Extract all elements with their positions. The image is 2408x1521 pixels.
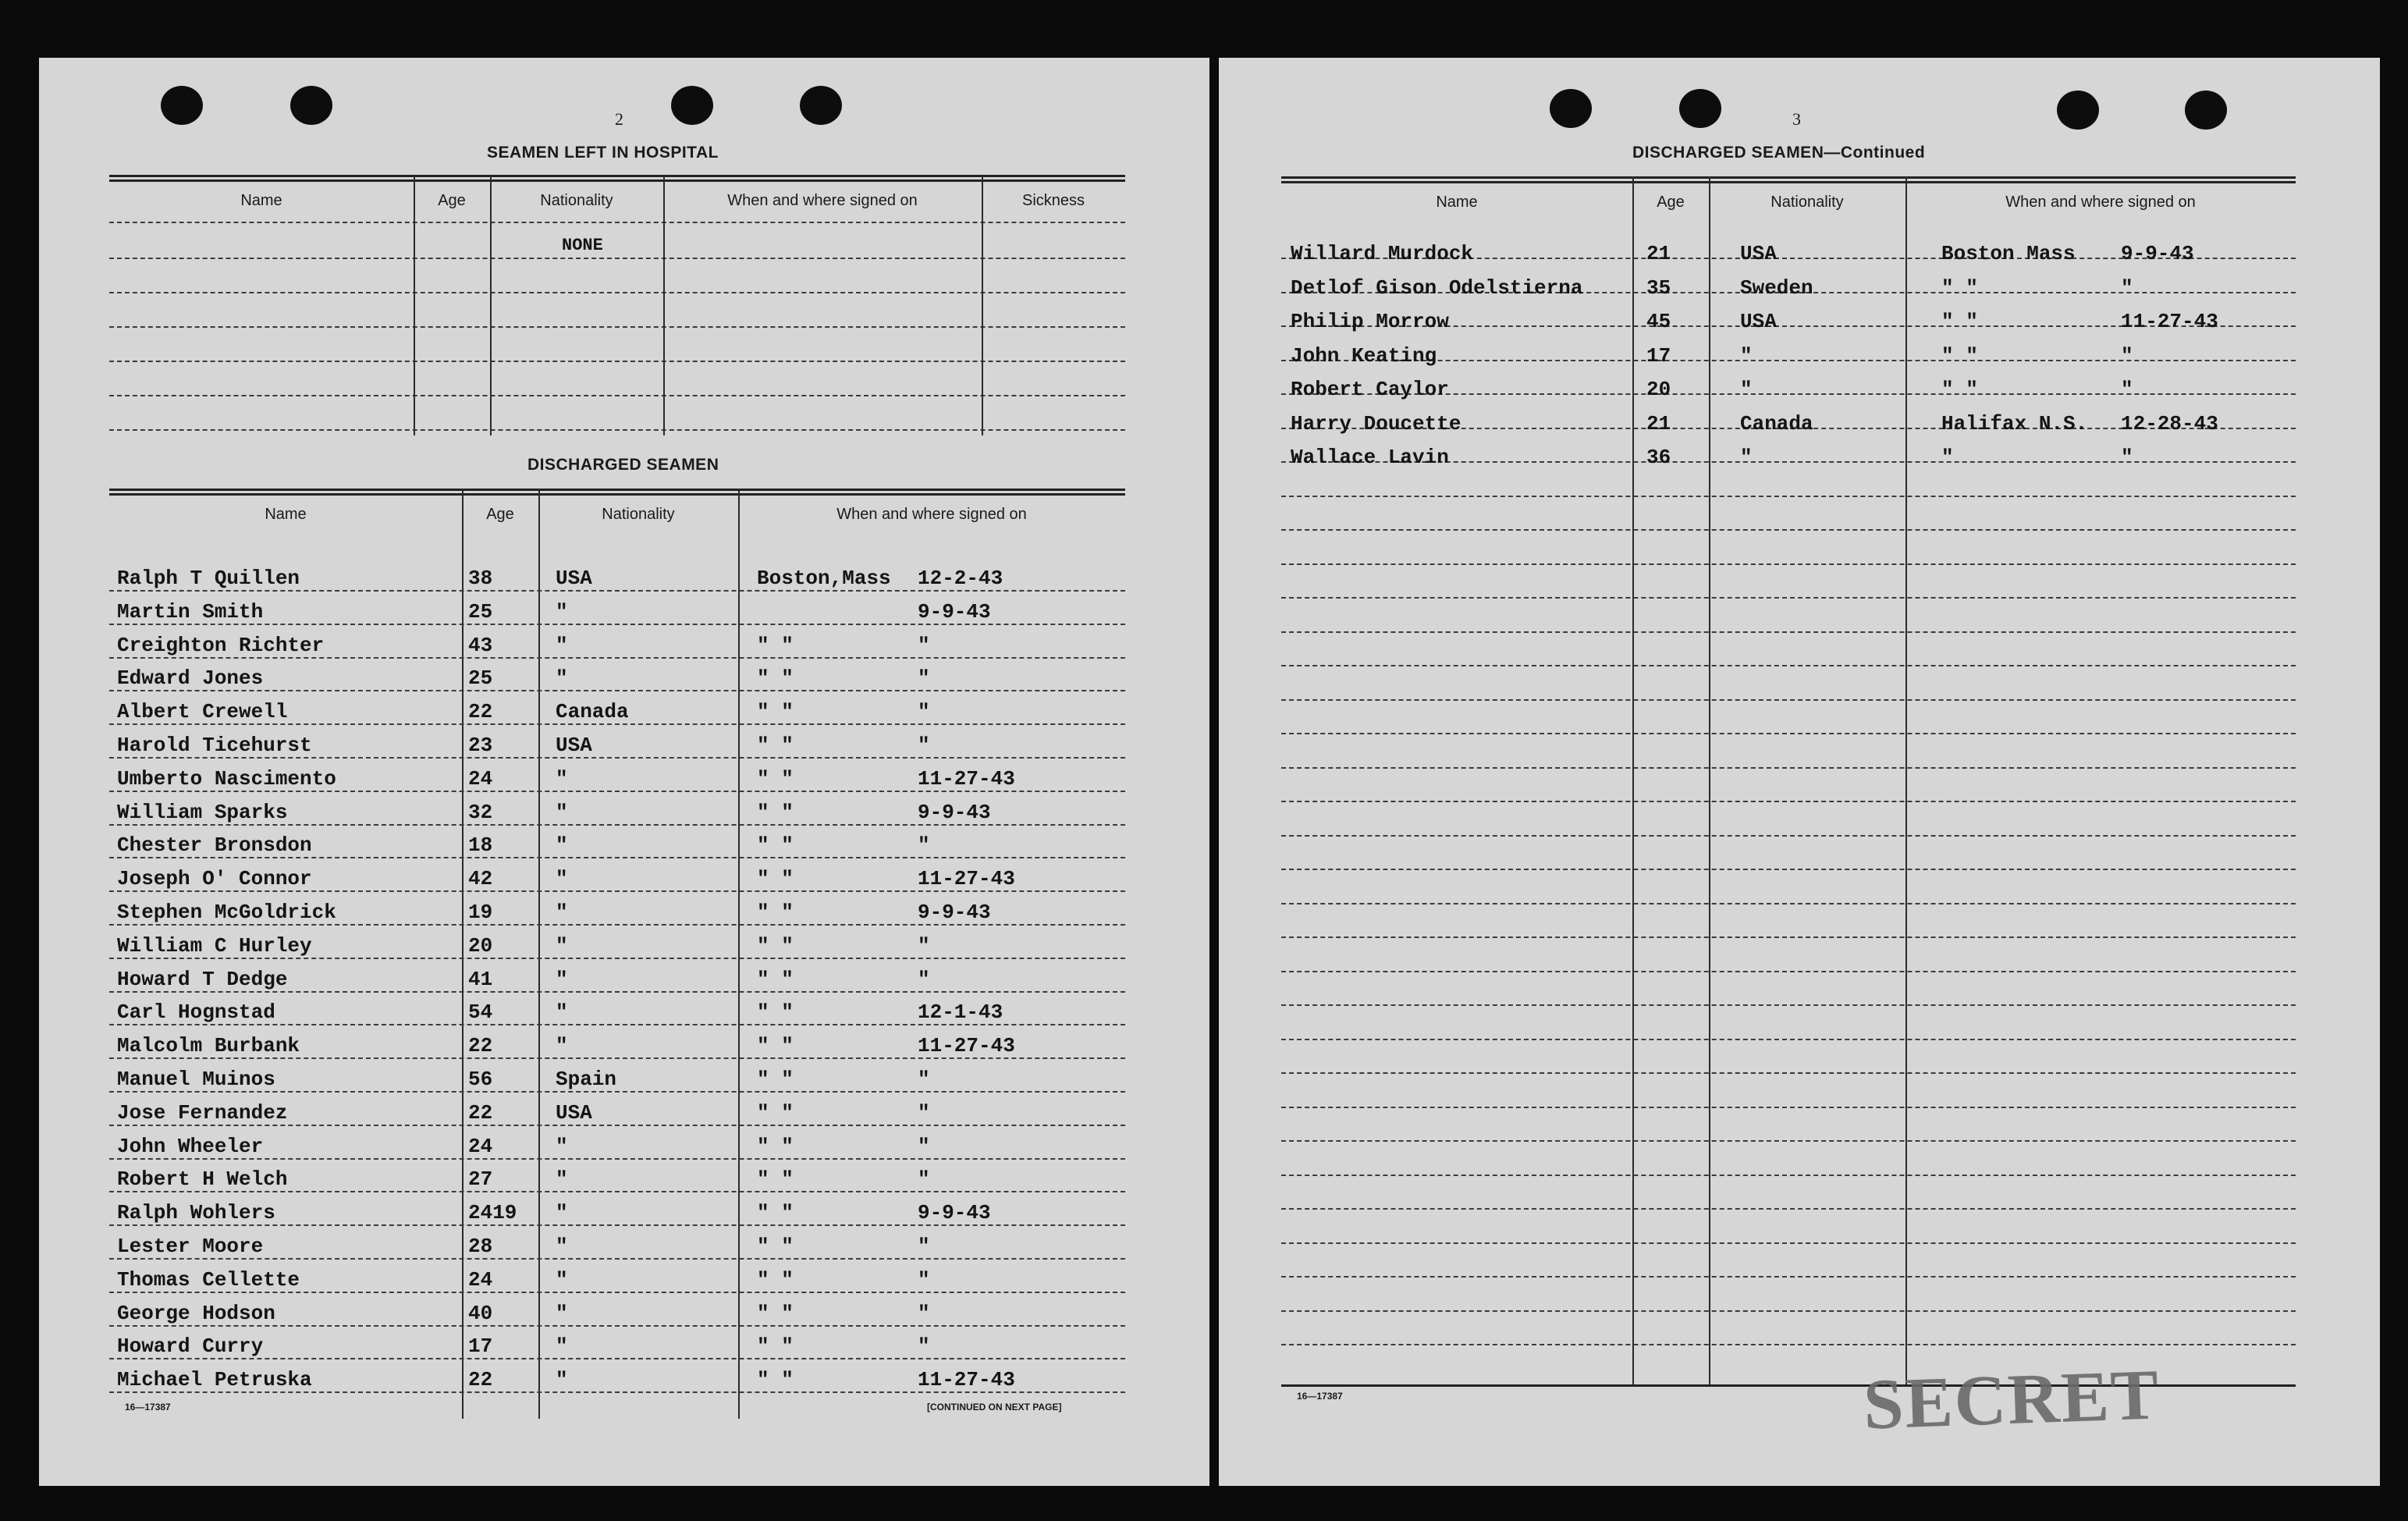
- column-header: Age: [1657, 194, 1685, 211]
- seaman-nationality: ": [556, 1267, 568, 1292]
- form-number: 16—17387: [1297, 1391, 1343, 1402]
- signed-on-place: ": [1941, 446, 1954, 469]
- seaman-name: Wallace Lavin: [1291, 446, 1449, 469]
- signed-on-place: " ": [757, 1334, 794, 1359]
- seaman-name: Chester Bronsdon: [117, 833, 312, 858]
- column-header: When and where signed on: [2005, 194, 2196, 211]
- column-header: Name: [265, 506, 307, 523]
- hospital-section-title: SEAMEN LEFT IN HOSPITAL: [487, 144, 719, 162]
- table-row-rule: [109, 1057, 1125, 1059]
- signed-on-date: ": [2121, 343, 2133, 368]
- table-row-rule: [1281, 699, 2296, 701]
- seaman-age: 22: [468, 1100, 493, 1125]
- table-row-rule: [109, 1224, 1125, 1226]
- seaman-name: Howard Curry: [117, 1334, 264, 1359]
- column-divider: [1632, 176, 1634, 1384]
- seaman-nationality: ": [556, 633, 568, 657]
- signed-on-place: " ": [757, 734, 794, 757]
- signed-on-date: ": [2121, 446, 2133, 469]
- table-row-rule: [109, 1024, 1125, 1025]
- signed-on-date: ": [918, 1134, 930, 1158]
- seaman-name: Harry Doucette: [1291, 411, 1461, 435]
- page-number: 2: [615, 109, 623, 129]
- signed-on-place: " ": [757, 633, 794, 657]
- column-divider: [738, 489, 740, 1419]
- seaman-nationality: ": [556, 933, 568, 958]
- seaman-age: 24: [468, 1134, 493, 1158]
- table-row-rule: [109, 1292, 1125, 1293]
- signed-on-place: " ": [757, 1368, 794, 1392]
- seaman-age: 22: [468, 700, 493, 724]
- signed-on-date: ": [918, 1267, 930, 1292]
- table-row-rule: [109, 958, 1125, 959]
- table-row-rule: [109, 791, 1125, 792]
- seaman-name: Edward Jones: [117, 666, 264, 691]
- signed-on-place: " ": [1941, 343, 1978, 368]
- signed-on-date: ": [918, 1100, 930, 1125]
- signed-on-place: " ": [757, 766, 794, 791]
- seaman-age: 45: [1646, 310, 1671, 333]
- seaman-name: Carl Hognstad: [117, 1000, 275, 1025]
- column-divider: [982, 175, 983, 435]
- signed-on-date: 11-27-43: [918, 1368, 1015, 1392]
- right-page: [1219, 58, 2380, 1486]
- signed-on-date: ": [918, 700, 930, 724]
- signed-on-place: " ": [1941, 275, 1978, 300]
- seaman-nationality: ": [556, 901, 568, 924]
- signed-on-date: 11-27-43: [918, 867, 1015, 891]
- signed-on-date: 11-27-43: [918, 766, 1015, 791]
- column-header: Age: [486, 506, 514, 523]
- punch-hole: [161, 86, 203, 125]
- signed-on-date: ": [918, 734, 930, 757]
- signed-on-place: " ": [757, 1134, 794, 1158]
- table-row-rule: [109, 624, 1125, 625]
- table-row-rule: [1281, 869, 2296, 870]
- seaman-age: 17: [1646, 343, 1671, 368]
- signed-on-date: ": [2121, 378, 2133, 401]
- seaman-nationality: Sweden: [1740, 275, 1813, 300]
- table-rule: [109, 326, 1125, 328]
- seaman-nationality: ": [556, 1134, 568, 1158]
- seaman-age: 19: [468, 901, 493, 924]
- column-header: Nationality: [540, 192, 613, 209]
- seaman-name: Ralph T Quillen: [117, 567, 300, 590]
- column-header: When and where signed on: [727, 192, 918, 209]
- column-header: When and where signed on: [836, 506, 1027, 523]
- seaman-nationality: ": [556, 800, 568, 824]
- seaman-name: George Hodson: [117, 1301, 275, 1325]
- table-row-rule: [1281, 1140, 2296, 1142]
- signed-on-date: 11-27-43: [2121, 310, 2218, 333]
- column-header: Sickness: [1021, 192, 1085, 209]
- table-rule: [1281, 181, 2296, 183]
- table-row-rule: [109, 590, 1125, 592]
- table-rule: [109, 493, 1125, 496]
- table-rule: [109, 175, 1125, 177]
- table-row-rule: [109, 1191, 1125, 1192]
- seaman-name: Thomas Cellette: [117, 1267, 300, 1292]
- punch-hole: [2185, 91, 2227, 130]
- seaman-age: 36: [1646, 446, 1671, 469]
- signed-on-date: ": [2121, 275, 2133, 300]
- table-rule: [109, 429, 1125, 431]
- seaman-name: Robert Caylor: [1291, 378, 1449, 401]
- column-divider: [490, 175, 492, 435]
- signed-on-place: " ": [757, 1267, 794, 1292]
- column-divider: [1709, 176, 1710, 1384]
- signed-on-place: " ": [757, 1301, 794, 1325]
- table-row-rule: [109, 924, 1125, 926]
- signed-on-date: ": [918, 933, 930, 958]
- signed-on-date: 9-9-43: [918, 800, 991, 824]
- table-row-rule: [109, 1391, 1125, 1393]
- seaman-nationality: ": [1740, 343, 1753, 368]
- signed-on-date: 12-1-43: [918, 1000, 1003, 1025]
- table-row-rule: [1281, 563, 2296, 565]
- table-row-rule: [109, 690, 1125, 691]
- seaman-nationality: ": [556, 1167, 568, 1192]
- signed-on-place: " ": [757, 1034, 794, 1058]
- signed-on-date: ": [918, 1068, 930, 1091]
- punch-hole: [800, 86, 842, 125]
- table-row-rule: [1281, 767, 2296, 769]
- continued-note: [CONTINUED ON NEXT PAGE]: [927, 1402, 1062, 1413]
- signed-on-date: ": [918, 1334, 930, 1359]
- table-row-rule: [109, 1258, 1125, 1260]
- table-row-rule: [1281, 665, 2296, 666]
- table-row-rule: [1281, 1344, 2296, 1345]
- seaman-nationality: ": [556, 1000, 568, 1025]
- signed-on-date: ": [918, 1167, 930, 1192]
- seaman-nationality: USA: [556, 734, 592, 757]
- seaman-nationality: ": [556, 1301, 568, 1325]
- table-row-rule: [1281, 801, 2296, 802]
- table-row-rule: [109, 890, 1125, 892]
- signed-on-place: " ": [757, 1100, 794, 1125]
- seaman-name: William Sparks: [117, 800, 288, 824]
- left-page: [39, 58, 1209, 1486]
- signed-on-place: " ": [1941, 310, 1978, 333]
- seaman-age: 35: [1646, 275, 1671, 300]
- seaman-name: Albert Crewell: [117, 700, 288, 724]
- signed-on-date: 9-9-43: [918, 599, 991, 624]
- table-rule: [1281, 176, 2296, 179]
- signed-on-place: " ": [757, 867, 794, 891]
- seaman-nationality: ": [556, 1034, 568, 1058]
- page-number: 3: [1792, 109, 1801, 129]
- seaman-nationality: ": [556, 833, 568, 858]
- seaman-nationality: ": [556, 666, 568, 691]
- column-header: Name: [240, 192, 282, 209]
- seaman-name: John Keating: [1291, 343, 1437, 368]
- table-row-rule: [1281, 1276, 2296, 1278]
- seaman-age: 28: [468, 1235, 493, 1258]
- seaman-age: 54: [468, 1000, 493, 1025]
- signed-on-date: ": [918, 1301, 930, 1325]
- seaman-age: 22: [468, 1034, 493, 1058]
- seaman-nationality: ": [556, 599, 568, 624]
- table-row-rule: [1281, 1039, 2296, 1040]
- table-row-rule: [109, 723, 1125, 725]
- table-row-rule: [1281, 1310, 2296, 1312]
- seaman-nationality: Spain: [556, 1068, 617, 1091]
- signed-on-date: 12-2-43: [918, 567, 1003, 590]
- table-row-rule: [109, 1325, 1125, 1327]
- seaman-nationality: ": [556, 766, 568, 791]
- signed-on-place: " ": [757, 833, 794, 858]
- seaman-nationality: ": [1740, 378, 1753, 401]
- seaman-age: 32: [468, 800, 493, 824]
- seaman-name: Ralph Wohlers: [117, 1201, 275, 1225]
- seaman-name: Stephen McGoldrick: [117, 901, 336, 924]
- column-divider: [414, 175, 415, 435]
- table-row-rule: [1281, 1004, 2296, 1006]
- table-row-rule: [1281, 971, 2296, 972]
- column-header: Nationality: [602, 506, 675, 523]
- table-row-rule: [109, 1158, 1125, 1160]
- table-row-rule: [1281, 1072, 2296, 1074]
- seaman-nationality: ": [556, 1235, 568, 1258]
- signed-on-date: ": [918, 666, 930, 691]
- secret-stamp: SECRET: [1862, 1354, 2161, 1445]
- signed-on-place: " ": [757, 1000, 794, 1025]
- seaman-age: 23: [468, 734, 493, 757]
- seaman-age: 56: [468, 1068, 493, 1091]
- seaman-name: Jose Fernandez: [117, 1100, 288, 1125]
- table-rule: [109, 395, 1125, 396]
- table-rule: [109, 179, 1125, 182]
- table-row-rule: [109, 657, 1125, 659]
- seaman-nationality: ": [556, 1368, 568, 1392]
- seaman-nationality: ": [556, 867, 568, 891]
- signed-on-date: 11-27-43: [918, 1034, 1015, 1058]
- table-row-rule: [1281, 529, 2296, 531]
- discharged-section-title: DISCHARGED SEAMEN: [527, 456, 719, 474]
- seaman-name: Creighton Richter: [117, 633, 325, 657]
- seaman-name: John Wheeler: [117, 1134, 264, 1158]
- seaman-name: Lester Moore: [117, 1235, 264, 1258]
- seaman-age: 43: [468, 633, 493, 657]
- table-row-rule: [1281, 835, 2296, 837]
- seaman-name: Umberto Nascimento: [117, 766, 336, 791]
- seaman-nationality: USA: [1740, 242, 1777, 265]
- column-header: Nationality: [1770, 194, 1844, 211]
- table-row-rule: [109, 991, 1125, 993]
- punch-hole: [290, 86, 332, 125]
- signed-on-place: " ": [757, 666, 794, 691]
- table-rule: [109, 361, 1125, 362]
- seaman-nationality: Canada: [1740, 411, 1813, 435]
- seaman-name: Philip Morrow: [1291, 310, 1449, 333]
- table-row-rule: [1281, 597, 2296, 599]
- signed-on-date: ": [918, 1235, 930, 1258]
- column-divider: [538, 489, 540, 1419]
- seaman-nationality: USA: [556, 1100, 592, 1125]
- seaman-nationality: ": [556, 1201, 568, 1225]
- seaman-age: 21: [1646, 242, 1671, 265]
- seaman-age: 22: [468, 1368, 493, 1392]
- column-divider: [1905, 176, 1907, 1384]
- seaman-age: 38: [468, 567, 493, 590]
- signed-on-date: 9-9-43: [918, 901, 991, 924]
- seaman-age: 18: [468, 833, 493, 858]
- table-row-rule: [1281, 1175, 2296, 1176]
- table-row-rule: [109, 757, 1125, 759]
- signed-on-place: " ": [757, 800, 794, 824]
- signed-on-place: " ": [757, 1201, 794, 1225]
- table-row-rule: [109, 1125, 1125, 1126]
- seaman-age: 21: [1646, 411, 1671, 435]
- seaman-nationality: USA: [556, 567, 592, 590]
- seaman-name: Willard Murdock: [1291, 242, 1474, 265]
- seaman-age: 17: [468, 1334, 493, 1359]
- signed-on-date: 12-28-43: [2121, 411, 2218, 435]
- signed-on-place: " ": [757, 700, 794, 724]
- seaman-age: 24: [468, 1267, 493, 1292]
- signed-on-place: " ": [757, 1167, 794, 1192]
- punch-hole: [671, 86, 713, 125]
- seaman-nationality: ": [556, 1334, 568, 1359]
- seaman-age: 27: [468, 1167, 493, 1192]
- seaman-name: Malcolm Burbank: [117, 1034, 300, 1058]
- table-row-rule: [109, 1091, 1125, 1093]
- table-row-rule: [1281, 496, 2296, 497]
- seaman-name: William C Hurley: [117, 933, 312, 958]
- hospital-entry: NONE: [562, 236, 603, 255]
- table-rule: [109, 258, 1125, 259]
- table-row-rule: [1281, 631, 2296, 633]
- signed-on-place: " ": [757, 967, 794, 991]
- table-row-rule: [1281, 936, 2296, 938]
- table-row-rule: [1281, 1242, 2296, 1244]
- seaman-name: Robert H Welch: [117, 1167, 288, 1192]
- punch-hole: [2057, 91, 2099, 130]
- table-row-rule: [109, 824, 1125, 826]
- signed-on-place: " ": [757, 901, 794, 924]
- seaman-age: 24: [468, 766, 493, 791]
- table-row-rule: [109, 857, 1125, 858]
- signed-on-date: ": [918, 967, 930, 991]
- seaman-age: 20: [1646, 378, 1671, 401]
- signed-on-place: Boston Mass: [1941, 242, 2076, 265]
- signed-on-place: " ": [757, 1068, 794, 1091]
- seaman-nationality: ": [556, 967, 568, 991]
- signed-on-place: " ": [757, 933, 794, 958]
- signed-on-place: Boston,Mass: [757, 567, 891, 590]
- seaman-age: 41: [468, 967, 493, 991]
- seaman-age: 40: [468, 1301, 493, 1325]
- punch-hole: [1550, 89, 1592, 128]
- seaman-age: 42: [468, 867, 493, 891]
- column-divider: [462, 489, 463, 1419]
- seaman-name: Joseph O' Connor: [117, 867, 312, 891]
- seaman-name: Detlof Gison Odelstierna: [1291, 275, 1583, 300]
- column-divider: [663, 175, 665, 435]
- signed-on-place: " ": [1941, 378, 1978, 401]
- seaman-name: Howard T Dedge: [117, 967, 288, 991]
- signed-on-place: " ": [757, 1235, 794, 1258]
- table-row-rule: [1281, 733, 2296, 734]
- punch-hole: [1679, 89, 1721, 128]
- seaman-age: 25: [468, 599, 493, 624]
- seaman-name: Martin Smith: [117, 599, 264, 624]
- continued-section-title: DISCHARGED SEAMEN—Continued: [1632, 144, 1926, 162]
- seaman-name: Harold Ticehurst: [117, 734, 312, 757]
- form-number: 16—17387: [125, 1402, 171, 1413]
- signed-on-date: 9-9-43: [918, 1201, 991, 1225]
- table-row-rule: [1281, 1107, 2296, 1108]
- signed-on-date: ": [918, 833, 930, 858]
- seaman-nationality: Canada: [556, 700, 629, 724]
- seaman-nationality: ": [1740, 446, 1753, 469]
- table-row-rule: [1281, 903, 2296, 904]
- seaman-name: Manuel Muinos: [117, 1068, 275, 1091]
- seaman-age: 20: [468, 933, 493, 958]
- seaman-nationality: USA: [1740, 310, 1777, 333]
- table-rule: [109, 222, 1125, 223]
- table-row-rule: [109, 1358, 1125, 1359]
- column-header: Age: [438, 192, 466, 209]
- seaman-age: 25: [468, 666, 493, 691]
- signed-on-place: Halifax N.S.: [1941, 411, 2088, 435]
- table-rule: [109, 292, 1125, 293]
- table-rule: [109, 489, 1125, 491]
- seaman-name: Michael Petruska: [117, 1368, 312, 1392]
- table-row-rule: [1281, 1208, 2296, 1210]
- signed-on-date: ": [918, 633, 930, 657]
- signed-on-date: 9-9-43: [2121, 242, 2194, 265]
- seaman-age: 2419: [468, 1201, 517, 1225]
- column-header: Name: [1436, 194, 1478, 211]
